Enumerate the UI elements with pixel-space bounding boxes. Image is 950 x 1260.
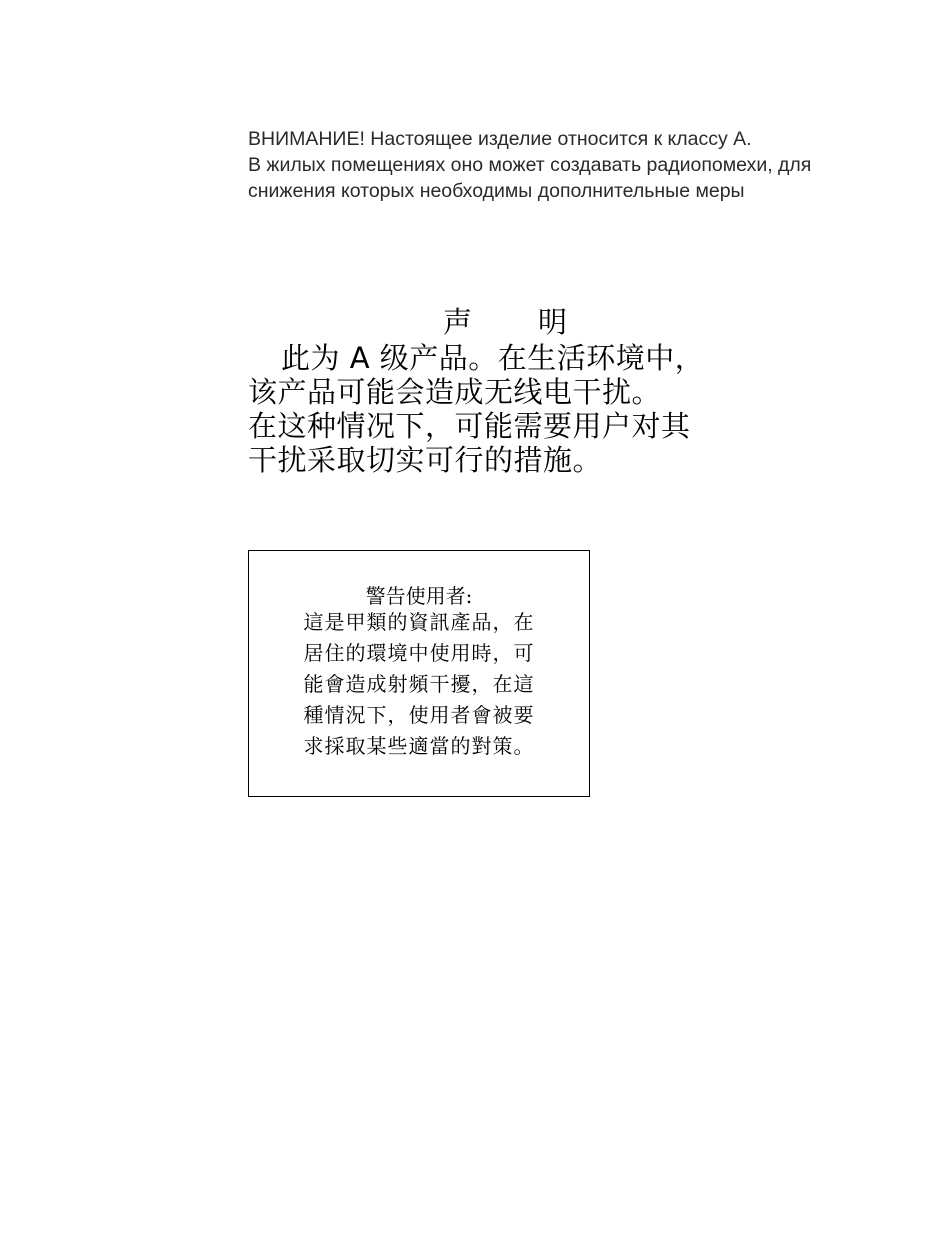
statement-line-2: 该产品可能会造成无线电干扰。 — [248, 375, 662, 409]
russian-warning-line-3: снижения которых необходимы дополнительные меры — [248, 180, 745, 202]
statement-line-3: 在这种情况下，可能需要用户对其 — [248, 409, 691, 443]
traditional-chinese-warning-box — [248, 550, 590, 797]
russian-warning-line-2: В жилых помещениях оно может создавать радиопомехи, для — [248, 154, 812, 176]
statement-title-char-2: 明 — [538, 305, 568, 339]
warning-box-line-5: 求採取某些適當的對策。 — [303, 734, 535, 758]
statement-line-1: 此为 A 级产品。在生活环境中， — [281, 341, 705, 375]
statement-title — [443, 304, 567, 340]
statement-title-char-1: 声 — [443, 305, 473, 339]
warning-box-line-2: 居住的環境中使用時，可 — [303, 641, 535, 665]
warning-box-line-4: 種情況下，使用者會被要 — [303, 703, 535, 727]
russian-class-a-warning — [248, 126, 938, 204]
russian-warning-line-1: ВНИМАНИЕ! Настоящее изделие относится к классу А. — [248, 128, 752, 150]
warning-box-line-1: 這是甲類的資訊產品，在 — [303, 610, 535, 634]
warning-box-title: 警告使用者: — [365, 584, 473, 608]
statement-line-4: 干扰采取切实可行的措施。 — [248, 443, 603, 477]
warning-box-line-3: 能會造成射頻干擾，在這 — [303, 672, 535, 696]
